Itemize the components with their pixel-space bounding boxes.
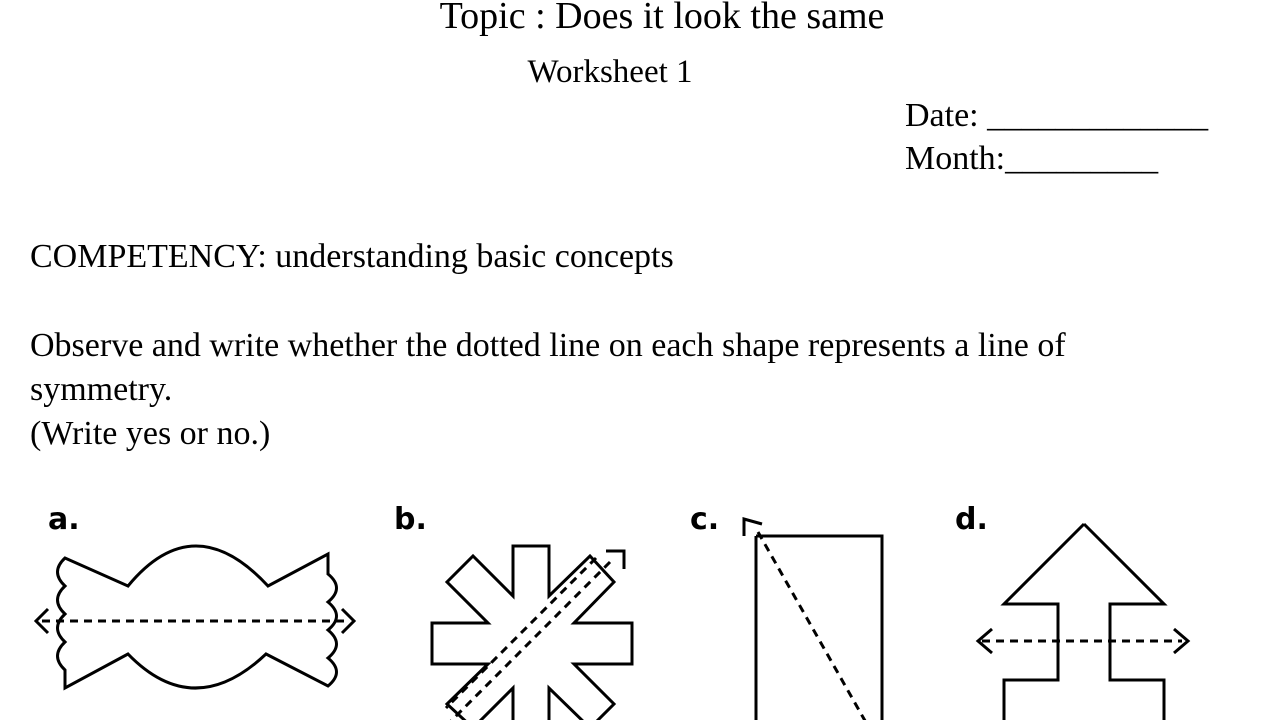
candy-shape — [58, 546, 337, 688]
month-field: Month:_________ — [905, 140, 1159, 177]
instruction-line-1: Observe and write whether the dotted line on each shape represents a line of — [30, 327, 1066, 364]
figure-b-label: b. — [394, 502, 427, 537]
figure-d-house — [978, 524, 1188, 720]
star-dotted-line-1 — [440, 562, 610, 720]
figure-a-label: a. — [48, 502, 80, 537]
figure-b-star — [432, 546, 632, 720]
star-cross-shape — [432, 546, 632, 720]
star-dotted-line-2 — [446, 558, 596, 708]
house-arrow-shape — [1004, 524, 1164, 720]
instruction-line-3: (Write yes or no.) — [30, 415, 271, 452]
figure-a-candy — [36, 546, 354, 688]
figure-d-label: d. — [955, 502, 988, 537]
star-arrow-top — [606, 551, 624, 569]
rectangle-dotted-line — [758, 532, 868, 720]
competency-text: COMPETENCY: understanding basic concepts — [30, 238, 674, 275]
figure-c-rectangle — [744, 519, 882, 720]
instruction-line-2: symmetry. — [30, 371, 173, 408]
date-field: Date: _____________ — [905, 97, 1209, 134]
figure-c-label: c. — [690, 502, 720, 537]
worksheet-subtitle: Worksheet 1 — [527, 54, 693, 90]
worksheet-title: Topic : Does it look the same — [439, 0, 885, 37]
